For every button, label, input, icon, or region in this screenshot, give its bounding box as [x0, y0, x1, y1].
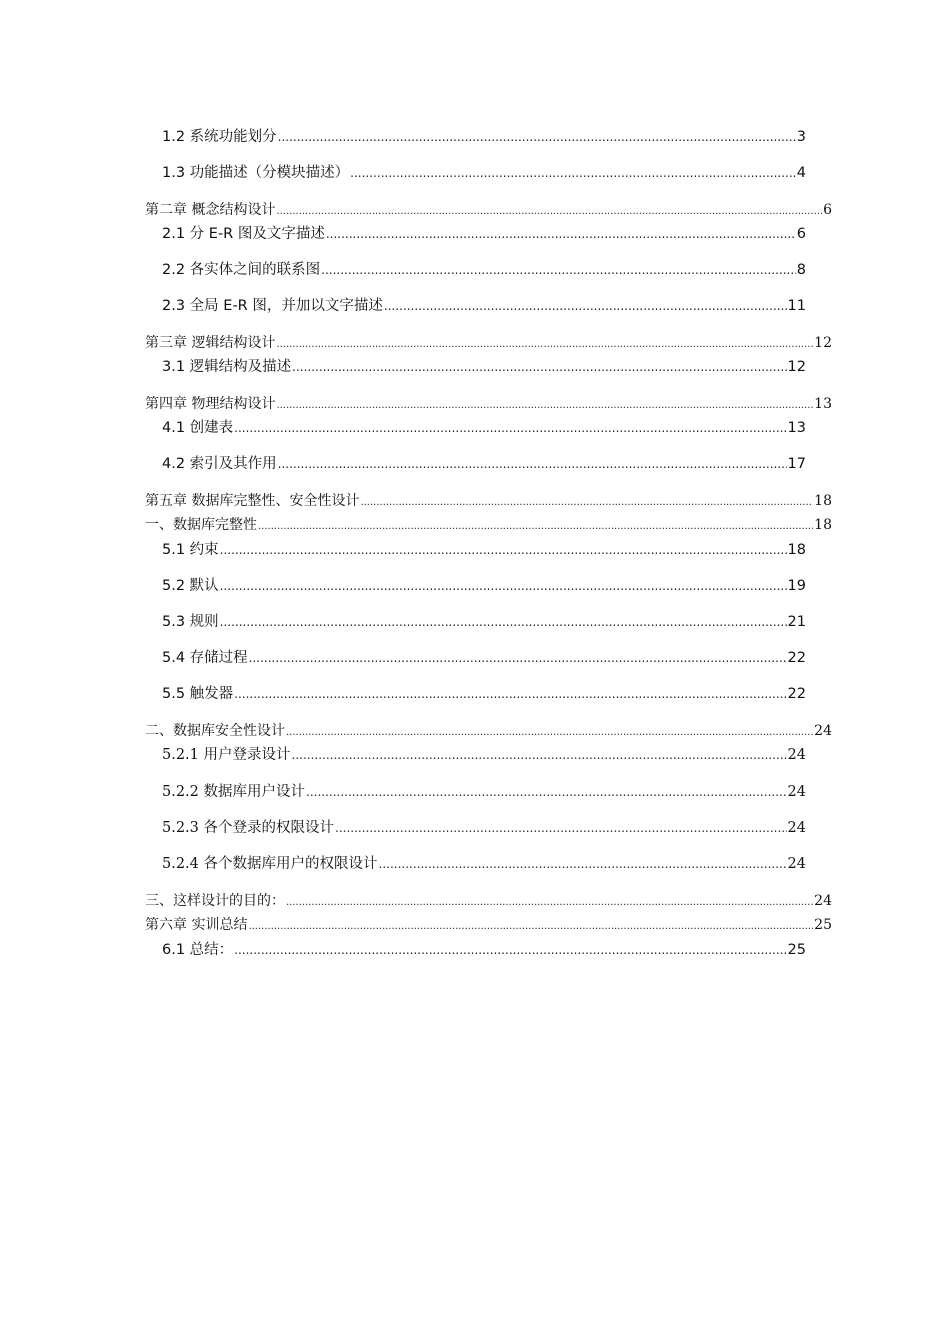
toc-page-number: 18 [814, 493, 832, 509]
toc-entry-2-1[interactable] [162, 225, 806, 243]
toc-leader-dots [326, 225, 796, 243]
toc-page-number: 11 [787, 298, 806, 314]
toc-entry-2-2[interactable] [162, 261, 806, 279]
toc-page-number: 25 [787, 942, 806, 958]
toc-page-number: 13 [787, 420, 806, 436]
toc-page-number: 25 [814, 917, 832, 933]
toc-entry-label: 5.2 默认 [162, 578, 219, 594]
toc-leader-dots [286, 894, 813, 912]
toc-entry-4-1[interactable] [162, 419, 806, 437]
toc-entry-label: 5.2.2 数据库用户设计 [162, 784, 306, 800]
toc-entry-label: 三、这样设计的目的： [145, 893, 285, 909]
toc-entry-label: 2.2 各实体之间的联系图 [162, 262, 321, 278]
toc-page-number: 12 [787, 359, 806, 375]
toc-page-number: 22 [787, 650, 806, 666]
toc-page-number: 8 [796, 262, 806, 278]
toc-page-number: 6 [796, 226, 806, 242]
toc-entry-label: 2.1 分 E-R 图及文字描述 [162, 226, 325, 242]
toc-page-number: 19 [787, 578, 806, 594]
toc-entry-5-5[interactable] [162, 685, 806, 703]
toc-page-number: 24 [814, 893, 832, 909]
toc-leader-dots [234, 685, 786, 703]
toc-entry-3-1[interactable] [162, 358, 806, 376]
toc-leader-dots [292, 746, 787, 764]
toc-entry-5-2-2[interactable] [162, 783, 806, 801]
toc-entry-6-1[interactable] [162, 941, 806, 959]
toc-entry-label: 5.1 约束 [162, 542, 219, 558]
toc-leader-dots [335, 819, 787, 837]
toc-entry-5-3[interactable] [162, 613, 806, 631]
toc-page-number: 18 [787, 542, 806, 558]
toc-entry-label: 一、数据库完整性 [145, 517, 257, 533]
toc-leader-dots [248, 918, 813, 936]
toc-leader-dots [360, 494, 813, 512]
toc-leader-dots [234, 419, 786, 437]
toc-leader-dots [306, 783, 787, 801]
toc-entry-5-2-4[interactable] [162, 855, 806, 873]
toc-page-number: 22 [787, 686, 806, 702]
toc-entry-chapter-4[interactable] [145, 395, 832, 415]
toc-entry-label: 5.3 规则 [162, 614, 219, 630]
toc-page-number: 24 [787, 747, 806, 763]
toc-leader-dots [276, 397, 813, 415]
toc-page-number: 4 [796, 165, 806, 181]
toc-entry-label: 2.3 全局 E-R 图，并加以文字描述 [162, 298, 383, 314]
toc-page-number: 24 [814, 723, 832, 739]
toc-page-number: 13 [814, 396, 832, 412]
toc-entry-label: 4.2 索引及其作用 [162, 456, 277, 472]
toc-leader-dots [220, 541, 787, 559]
toc-entry-label: 第三章 逻辑结构设计 [145, 335, 276, 351]
toc-page-number: 12 [814, 335, 832, 351]
toc-entry-label: 二、数据库安全性设计 [145, 723, 285, 739]
toc-entry-label: 5.4 存储过程 [162, 650, 248, 666]
toc-leader-dots [276, 203, 822, 221]
toc-entry-part-2[interactable] [145, 722, 832, 742]
toc-leader-dots [292, 358, 786, 376]
toc-entry-chapter-5[interactable] [145, 492, 832, 512]
toc-leader-dots [249, 649, 787, 667]
toc-page-number: 21 [787, 614, 806, 630]
toc-entry-label: 5.5 触发器 [162, 686, 234, 702]
toc-leader-dots [384, 297, 787, 315]
toc-leader-dots [350, 164, 796, 182]
toc-entry-5-2-3[interactable] [162, 819, 806, 837]
toc-page-number: 6 [823, 202, 832, 218]
toc-page-number: 24 [787, 856, 806, 872]
toc-entry-chapter-3[interactable] [145, 334, 832, 354]
toc-entry-1-3[interactable] [162, 164, 806, 182]
toc-entry-label: 5.2.4 各个数据库用户的权限设计 [162, 856, 378, 872]
toc-page-number: 3 [796, 129, 806, 145]
toc-entry-label: 4.1 创建表 [162, 420, 234, 436]
toc-leader-dots [379, 855, 787, 873]
toc-entry-label: 第五章 数据库完整性、安全性设计 [145, 493, 360, 509]
toc-page-number: 24 [787, 820, 806, 836]
toc-entry-5-2[interactable] [162, 577, 806, 595]
toc-entry-label: 1.2 系统功能划分 [162, 129, 277, 145]
toc-entry-5-4[interactable] [162, 649, 806, 667]
toc-entry-part-3[interactable] [145, 892, 832, 912]
toc-leader-dots [278, 455, 787, 473]
toc-entry-2-3[interactable] [162, 297, 806, 315]
toc-entry-5-2-1[interactable] [162, 746, 806, 764]
toc-entry-4-2[interactable] [162, 455, 806, 473]
toc-entry-chapter-6[interactable] [145, 916, 832, 936]
toc-leader-dots [258, 518, 813, 536]
toc-entry-5-1[interactable] [162, 541, 806, 559]
toc-leader-dots [234, 941, 786, 959]
toc-entry-label: 第二章 概念结构设计 [145, 202, 276, 218]
toc-entry-1-2[interactable] [162, 128, 806, 146]
toc-leader-dots [276, 336, 813, 354]
toc-page-number: 18 [814, 517, 832, 533]
toc-leader-dots [321, 261, 796, 279]
toc-leader-dots [278, 128, 796, 146]
toc-leader-dots [286, 724, 813, 742]
toc-leader-dots [220, 577, 787, 595]
toc-entry-label: 5.2.1 用户登录设计 [162, 747, 291, 763]
toc-entry-part-1[interactable] [145, 516, 832, 536]
toc-entry-label: 第六章 实训总结 [145, 917, 248, 933]
toc-page-number: 24 [787, 784, 806, 800]
toc-entry-label: 6.1 总结： [162, 942, 234, 958]
toc-entry-label: 3.1 逻辑结构及描述 [162, 359, 292, 375]
toc-entry-label: 1.3 功能描述（分模块描述） [162, 165, 350, 181]
toc-leader-dots [220, 613, 787, 631]
toc-entry-label: 5.2.3 各个登录的权限设计 [162, 820, 335, 836]
toc-entry-label: 第四章 物理结构设计 [145, 396, 276, 412]
toc-entry-chapter-2[interactable] [145, 201, 832, 221]
toc-page-number: 17 [787, 456, 806, 472]
